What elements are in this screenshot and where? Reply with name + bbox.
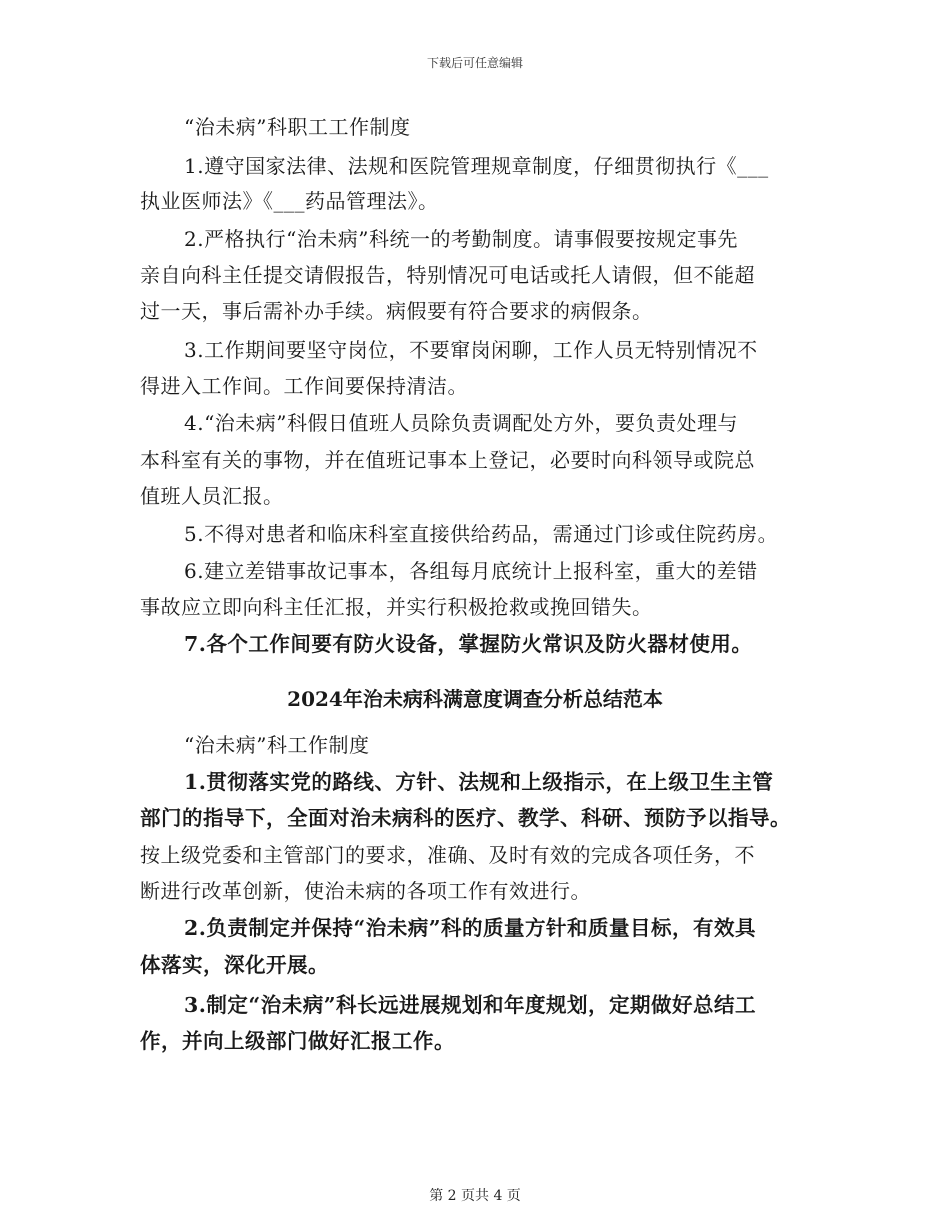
s1-item-4-line-2: 本科室有关的事物，并在值班记事本上登记，必要时向科领导或院总 [140, 448, 755, 472]
page-footer: 第 2 页共 4 页 [429, 1188, 521, 1204]
s1-item-2-line-1: 2.严格执行“治未病”科统一的考勤制度。请事假要按规定事先 [184, 227, 739, 251]
section-2-heading: 2024年治未病科满意度调查分析总结范本 [287, 687, 663, 711]
s2-item-1-line-3: 按上级党委和主管部门的要求，准确、及时有效的完成各项任务，不 [140, 843, 755, 867]
section-2-title: “治未病”科工作制度 [184, 733, 370, 757]
s1-item-3-line-2: 得进入工作间。工作间要保持清洁。 [140, 374, 468, 398]
s1-item-5-line-1: 5.不得对患者和临床科室直接供给药品，需通过门诊或住院药房。 [184, 522, 779, 546]
s1-item-7-line-1: 7.各个工作间要有防火设备，掌握防火常识及防火器材使用。 [184, 632, 753, 656]
s2-item-2-line-1: 2.负责制定并保持“治未病”科的质量方针和质量目标，有效具 [184, 916, 756, 940]
s2-item-1-line-4: 断进行改革创新，使治未病的各项工作有效进行。 [140, 879, 591, 903]
s1-item-2-line-3: 过一天，事后需补办手续。病假要有符合要求的病假条。 [140, 299, 653, 323]
s1-item-1-line-1: 1.遵守国家法律、法规和医院管理规章制度，仔细贯彻执行《___ [184, 154, 769, 178]
s2-item-1-line-1: 1.贯彻落实党的路线、方针、法规和上级指示，在上级卫生主管 [184, 770, 774, 794]
s1-item-1-line-2: 执业医师法》《___药品管理法》。 [140, 189, 439, 213]
s1-item-2-line-2: 亲自向科主任提交请假报告，特别情况可电话或托人请假，但不能超 [140, 263, 755, 287]
s1-item-4-line-3: 值班人员汇报。 [140, 484, 284, 508]
s2-item-3-line-2: 作，并向上级部门做好汇报工作。 [140, 1029, 455, 1053]
s2-item-3-line-1: 3.制定“治未病”科长远进展规划和年度规划，定期做好总结工 [184, 993, 756, 1017]
s1-item-4-line-1: 4.“治未病”科假日值班人员除负责调配处方外，要负责处理与 [184, 411, 739, 435]
section-1-title: “治未病”科职工工作制度 [184, 115, 411, 139]
s1-item-6-line-1: 6.建立差错事故记事本，各组每月底统计上报科室，重大的差错 [184, 559, 758, 583]
s1-item-6-line-2: 事故应立即向科主任汇报，并实行积极抢救或挽回错失。 [140, 595, 653, 619]
s2-item-2-line-2: 体落实，深化开展。 [140, 953, 329, 977]
s2-item-1-line-2: 部门的指导下，全面对治未病科的医疗、教学、科研、预防予以指导。 [140, 806, 791, 830]
s1-item-3-line-1: 3.工作期间要坚守岗位，不要窜岗闲聊，工作人员无特别情况不 [184, 338, 758, 362]
page-header: 下载后可任意编辑 [426, 56, 523, 70]
